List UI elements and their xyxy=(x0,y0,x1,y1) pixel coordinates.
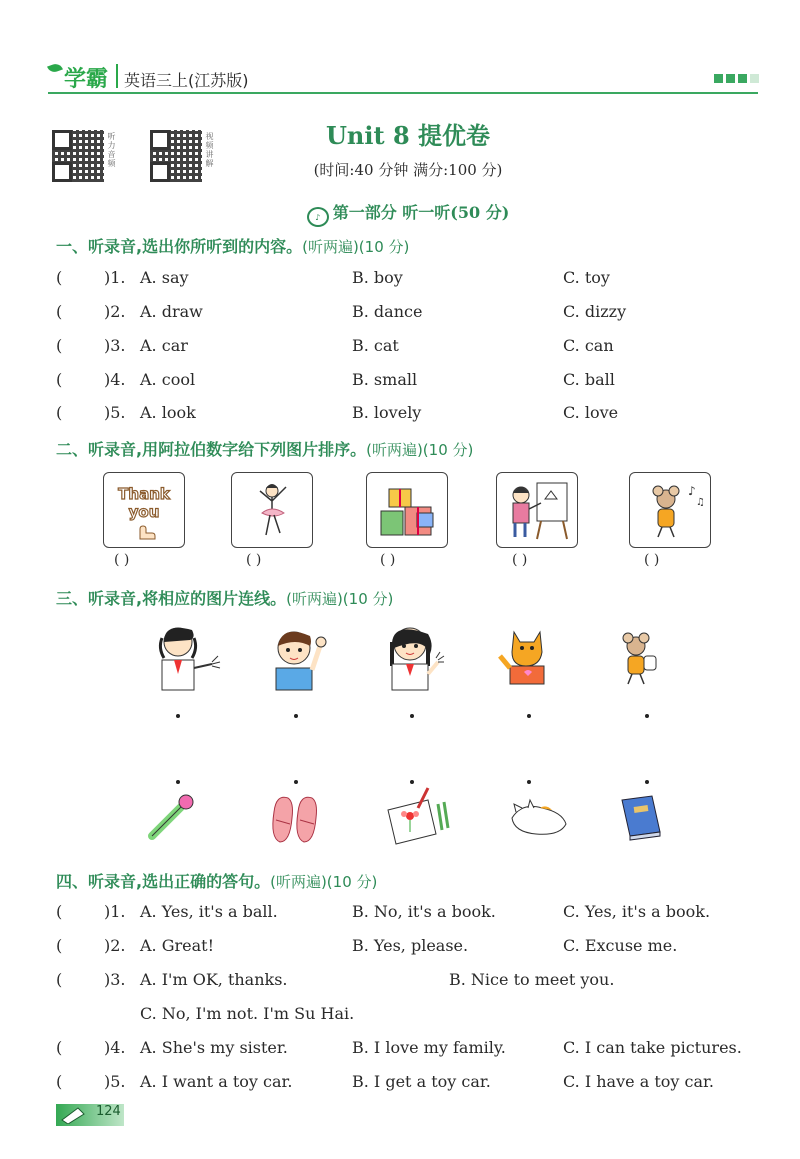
question-number: )3. xyxy=(104,970,126,989)
question-number: )5. xyxy=(104,403,126,422)
option-c: C. dizzy xyxy=(563,302,627,321)
cat-waving-icon xyxy=(492,626,572,690)
connect-dot[interactable] xyxy=(294,714,298,718)
question-number: )5. xyxy=(104,1072,126,1091)
section-4-heading: 四、听录音,选出正确的答句。(听两遍)(10 分) xyxy=(56,872,378,891)
question-number: )3. xyxy=(104,336,126,355)
connect-dot[interactable] xyxy=(527,780,531,784)
boy-waving-icon xyxy=(264,620,344,696)
header-separator xyxy=(116,64,118,88)
connect-dot[interactable] xyxy=(176,780,180,784)
option-a: A. She's my sister. xyxy=(140,1038,288,1057)
answer-paren[interactable]: ( xyxy=(56,902,63,921)
option-b: B. No, it's a book. xyxy=(352,902,496,921)
order-answer[interactable]: ( ) xyxy=(644,552,660,568)
page-number: 124 xyxy=(96,1104,121,1119)
section-2-heading: 二、听录音,用阿拉伯数字给下列图片排序。(听两遍)(10 分) xyxy=(56,440,474,459)
answer-paren[interactable]: ( xyxy=(56,370,63,389)
question-number: )2. xyxy=(104,936,126,955)
option-c: C. I have a toy car. xyxy=(563,1072,714,1091)
page-title: Unit 8 提优卷 xyxy=(326,121,490,150)
question-number: )4. xyxy=(104,370,126,389)
svg-text:you: you xyxy=(128,503,160,521)
option-b: B. small xyxy=(352,370,418,389)
option-a: A. cool xyxy=(140,370,196,389)
qr-label: 听力音频 xyxy=(107,132,116,168)
flower-drawing-icon xyxy=(384,786,464,846)
option-a: A. say xyxy=(140,268,189,287)
header-rule xyxy=(48,92,758,94)
connect-dot[interactable] xyxy=(527,714,531,718)
mouse-singing-icon xyxy=(630,473,710,547)
answer-paren[interactable]: ( xyxy=(56,403,63,422)
option-a: A. I'm OK, thanks. xyxy=(140,970,288,989)
option-c: C. toy xyxy=(563,268,610,287)
answer-paren[interactable]: ( xyxy=(56,336,63,355)
sleeping-cat-icon xyxy=(506,798,570,838)
option-a: A. car xyxy=(140,336,188,355)
svg-text:♪: ♪ xyxy=(688,484,696,498)
option-a: A. I want a toy car. xyxy=(140,1072,293,1091)
option-c: C. ball xyxy=(563,370,615,389)
svg-text:Thank: Thank xyxy=(118,485,170,503)
option-a: A. look xyxy=(140,403,196,422)
option-b: B. I love my family. xyxy=(352,1038,506,1057)
question-number: )2. xyxy=(104,302,126,321)
order-answer[interactable]: ( ) xyxy=(512,552,528,568)
option-a: A. Yes, it's a ball. xyxy=(140,902,278,921)
page-subtitle: (时间:40 分钟 满分:100 分) xyxy=(313,161,503,179)
mouse-with-bag-icon xyxy=(614,630,674,690)
pencil-icon xyxy=(60,1106,88,1124)
picture-drawing-boy xyxy=(496,472,578,548)
ballet-shoes-icon xyxy=(268,792,324,848)
thank-you-card-icon xyxy=(104,473,184,547)
dancing-girl-icon xyxy=(232,473,312,547)
gift-boxes-icon xyxy=(367,473,447,547)
section-3-heading: 三、听录音,将相应的图片连线。(听两遍)(10 分) xyxy=(56,589,394,608)
connect-dot[interactable] xyxy=(410,780,414,784)
microphone-icon xyxy=(146,794,198,842)
answer-paren[interactable]: ( xyxy=(56,970,63,989)
boy-drawing-icon xyxy=(497,473,577,547)
square-mark xyxy=(726,74,735,83)
svg-text:♫: ♫ xyxy=(696,497,705,508)
girl-pointing-icon xyxy=(148,620,228,696)
qr-label: 视频讲解 xyxy=(205,132,214,168)
square-mark xyxy=(714,74,723,83)
option-c: C. No, I'm not. I'm Su Hai. xyxy=(140,1004,355,1023)
book-title: 英语三上(江苏版) xyxy=(124,71,249,90)
part-heading: ♪ 第一部分 听一听(50 分) xyxy=(0,200,800,227)
option-b: B. Nice to meet you. xyxy=(449,970,615,989)
connect-dot[interactable] xyxy=(645,714,649,718)
answer-paren[interactable]: ( xyxy=(56,1038,63,1057)
picture-singing-mouse xyxy=(629,472,711,548)
option-b: B. boy xyxy=(352,268,403,287)
answer-paren[interactable]: ( xyxy=(56,936,63,955)
answer-paren[interactable]: ( xyxy=(56,1072,63,1091)
option-c: C. Excuse me. xyxy=(563,936,678,955)
square-mark xyxy=(750,74,759,83)
square-mark xyxy=(738,74,747,83)
question-number: )1. xyxy=(104,268,126,287)
question-number: )4. xyxy=(104,1038,126,1057)
option-c: C. I can take pictures. xyxy=(563,1038,742,1057)
answer-paren[interactable]: ( xyxy=(56,268,63,287)
section-1-heading: 一、听录音,选出你所听到的内容。(听两遍)(10 分) xyxy=(56,237,410,256)
option-b: B. dance xyxy=(352,302,423,321)
connect-dot[interactable] xyxy=(294,780,298,784)
connect-dot[interactable] xyxy=(176,714,180,718)
picture-thank-you xyxy=(103,472,185,548)
option-b: B. lovely xyxy=(352,403,422,422)
connect-dot[interactable] xyxy=(645,780,649,784)
brand-logo: 学霸 xyxy=(48,62,108,93)
answer-paren[interactable]: ( xyxy=(56,302,63,321)
order-answer[interactable]: ( ) xyxy=(114,552,130,568)
book-icon xyxy=(616,792,666,844)
order-answer[interactable]: ( ) xyxy=(246,552,262,568)
girl-waving-icon xyxy=(380,618,460,694)
picture-ballet-girl xyxy=(231,472,313,548)
option-b: B. Yes, please. xyxy=(352,936,469,955)
option-c: C. love xyxy=(563,403,619,422)
option-a: A. draw xyxy=(140,302,203,321)
option-a: A. Great! xyxy=(140,936,215,955)
leaf-icon xyxy=(47,62,63,74)
listen-icon: ♪ xyxy=(307,207,329,227)
connect-dot[interactable] xyxy=(410,714,414,718)
option-b: B. cat xyxy=(352,336,399,355)
option-b: B. I get a toy car. xyxy=(352,1072,491,1091)
option-c: C. Yes, it's a book. xyxy=(563,902,711,921)
option-c: C. can xyxy=(563,336,614,355)
question-number: )1. xyxy=(104,902,126,921)
picture-gifts xyxy=(366,472,448,548)
order-answer[interactable]: ( ) xyxy=(380,552,396,568)
